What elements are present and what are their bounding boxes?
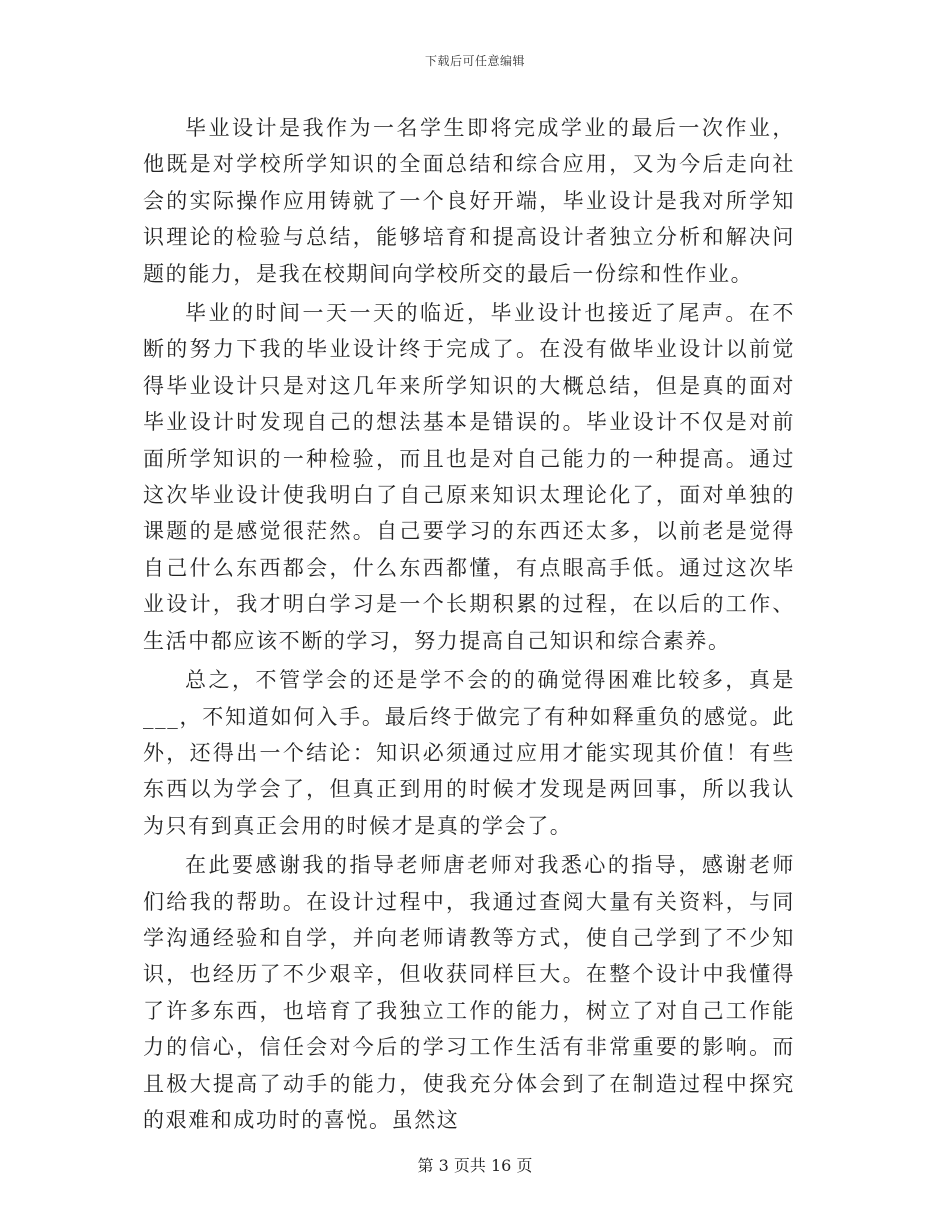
paragraph-2: 毕业的时间一天一天的临近，毕业设计也接近了尾声。在不断的努力下我的毕业设计终于完成了。在没有做毕业设计以前觉得毕业设计只是对这几年来所学知识的大概总结，但是真的面对毕业设计时发现自己的想法基本是错误的。毕业设计不仅是对前面所学知识的一种检验，而且也是对自己能力的一种提高。通过这次毕业设计使我明白了自己原来知识太理论化了，面对单独的课题的是感觉很茫然。自己要学习的东西还太多，以前老是觉得自己什么东西都会，什么东西都懂，有点眼高手低。通过这次毕业设计，我才明白学习是一个长期积累的过程，在以后的工作、生活中都应该不断的学习，努力提高自己知识和综合素养。: [143, 301, 795, 653]
download-note: 下载后可任意编辑: [424, 54, 525, 68]
page-number: 第 3 页共 16 页: [417, 1156, 533, 1175]
paragraph-1: 毕业设计是我作为一名学生即将完成学业的最后一次作业，他既是对学校所学知识的全面总结和综合应用，又为今后走向社会的实际操作应用铸就了一个良好开端，毕业设计是我对所学知识理论的检验与总结，能够培育和提高设计者独立分析和解决问题的能力，是我在校期间向学校所交的最后一份综和性作业。: [143, 116, 795, 286]
paragraph-4: 在此要感谢我的指导老师唐老师对我悉心的指导，感谢老师们给我的帮助。在设计过程中，我通过查阅大量有关资料，与同学沟通经验和自学，并向老师请教等方式，使自己学到了不少知识，也经历了不少艰辛，但收获同样巨大。在整个设计中我懂得了许多东西，也培育了我独立工作的能力，树立了对自己工作能力的信心，信任会对今后的学习工作生活有非常重要的影响。而且极大提高了动手的能力，使我充分体会到了在制造过程中探究的艰难和成功时的喜悦。虽然这: [143, 853, 795, 1132]
document-body: [143, 110, 795, 1141]
paragraph-3: 总之，不管学会的还是学不会的的确觉得困难比较多，真是___，不知道如何入手。最后终于做完了有种如释重负的感觉。此外，还得出一个结论：知识必须通过应用才能实现其价值！有些东西以为学会了，但真正到用的时候才发现是两回事，所以我认为只有到真正会用的时候才是真的学会了。: [143, 668, 795, 838]
